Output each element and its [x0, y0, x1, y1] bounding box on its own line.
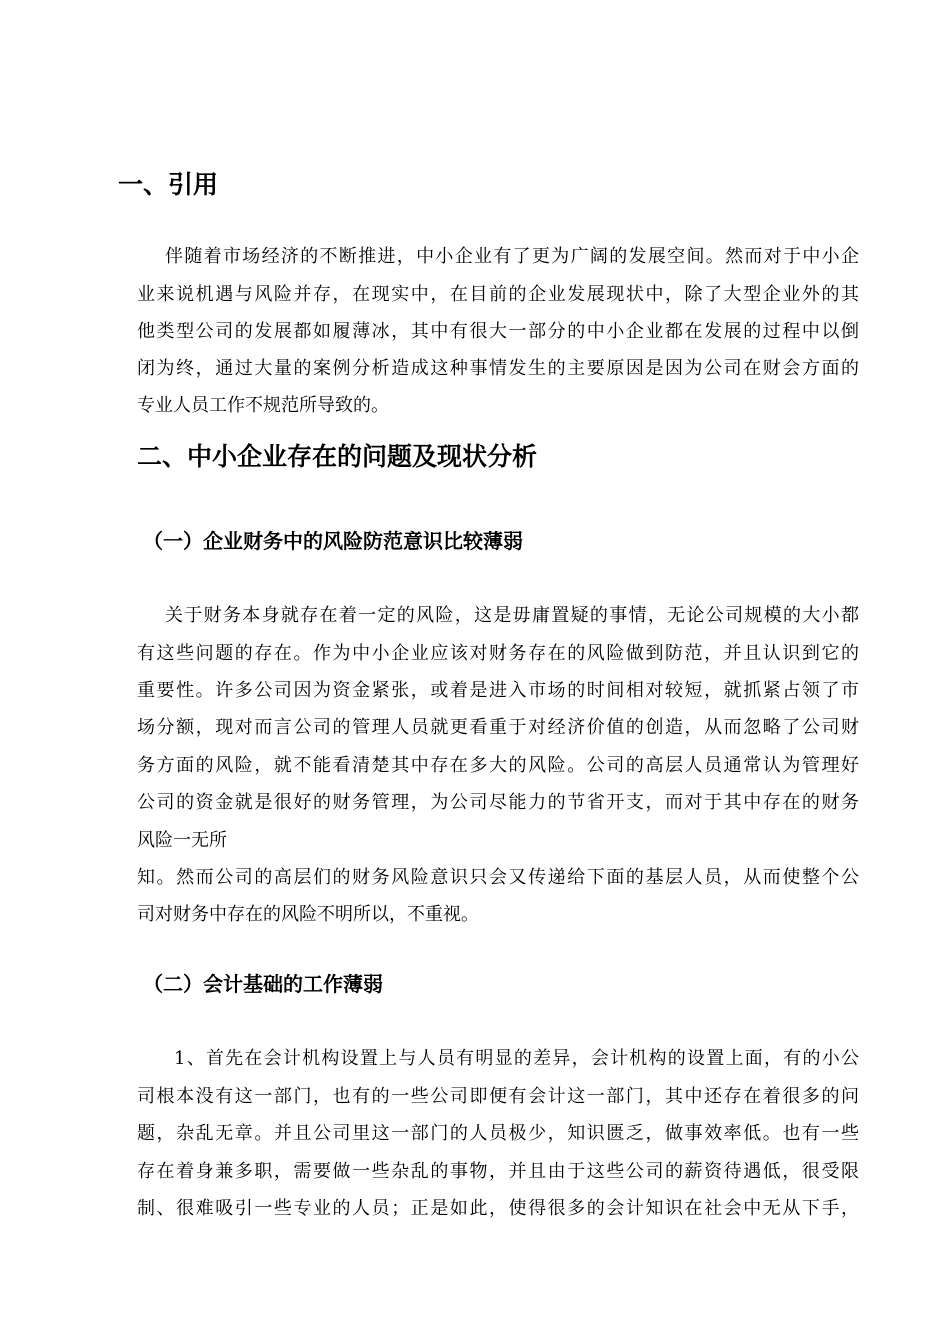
paragraph-line: 司根本没有这一部门，也有的一些公司即便有会计这一部门，其中还存在着很多的问	[137, 1086, 859, 1107]
paragraph-line: 司对财务中存在的风险不明所以，不重视。	[137, 904, 479, 925]
paragraph-line: 公司的资金就是很好的财务管理，为公司尽能力的节省开支，而对于其中存在的财务	[137, 792, 859, 813]
paragraph-line: 存在着身兼多职，需要做一些杂乱的事物，并且由于这些公司的薪资待遇低，很受限	[137, 1161, 859, 1182]
paragraph-line: 他类型公司的发展都如履薄冰，其中有很大一部分的中小企业都在发展的过程中以倒	[137, 321, 859, 342]
subsection-heading-accounting-foundation: （二）会计基础的工作薄弱	[143, 972, 383, 996]
paragraph-line: 闭为终，通过大量的案例分析造成这种事情发生的主要原因是因为公司在财会方面的	[137, 358, 859, 379]
paragraph-line: 务方面的风险，就不能看清楚其中存在多大的风险。公司的高层人员通常认为管理好	[137, 755, 859, 776]
paragraph-line: 业来说机遇与风险并存，在现实中，在目前的企业发展现状中，除了大型企业外的其	[137, 284, 859, 305]
paragraph-line: 有这些问题的存在。作为中小企业应该对财务存在的风险做到防范，并且认识到它的	[137, 643, 859, 664]
paragraph-line: 关于财务本身就存在着一定的风险，这是毋庸置疑的事情，无论公司规模的大小都	[165, 605, 859, 626]
paragraph-line: 重要性。许多公司因为资金紧张，或着是进入市场的时间相对较短，就抓紧占领了市	[137, 680, 859, 701]
paragraph-line: 伴随着市场经济的不断推进，中小企业有了更为广阔的发展空间。然而对于中小企	[165, 246, 859, 267]
subsection-heading-risk-awareness: （一）企业财务中的风险防范意识比较薄弱	[143, 529, 523, 553]
paragraph-line: 1、首先在会计机构设置上与人员有明显的差异，会计机构的设置上面，有的小公	[174, 1048, 859, 1069]
section-heading-introduction: 一、引用	[118, 170, 219, 199]
section-heading-problems: 二、中小企业存在的问题及现状分析	[137, 442, 538, 471]
paragraph-line: 题，杂乱无章。并且公司里这一部门的人员极少，知识匮乏，做事效率低。也有一些	[137, 1123, 859, 1144]
paragraph-line: 知。然而公司的高层们的财务风险意识只会又传递给下面的基层人员，从而使整个公	[137, 867, 859, 888]
paragraph-line: 风险一无所	[137, 830, 227, 851]
paragraph-line: 专业人员工作不规范所导致的。	[137, 395, 389, 416]
paragraph-line: 场分额，现对而言公司的管理人员就更看重于对经济价值的创造，从而忽略了公司财	[137, 717, 859, 738]
paragraph-line: 制、很难吸引一些专业的人员；正是如此，使得很多的会计知识在社会中无从下手，	[137, 1198, 859, 1219]
